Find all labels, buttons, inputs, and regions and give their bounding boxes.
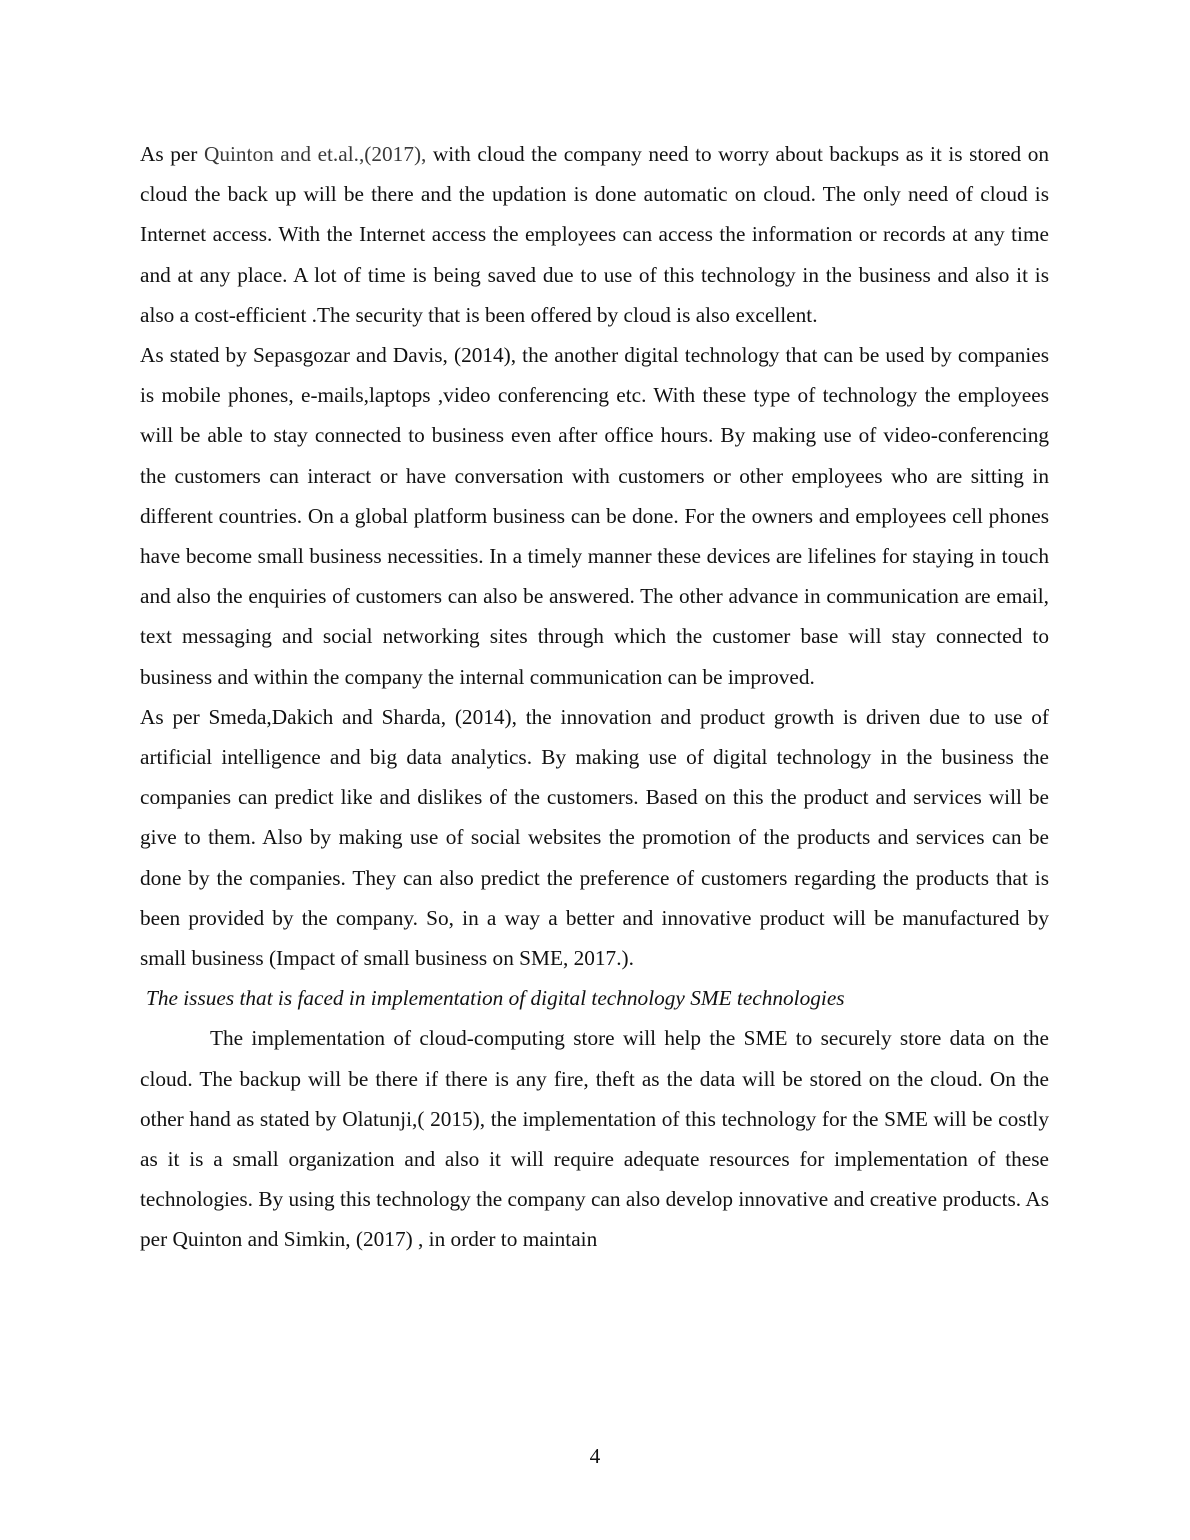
section-heading: The issues that is faced in implementation of digital technology SME technologies: [146, 986, 845, 1011]
paragraph-mobile-technology: As stated by Sepasgozar and Davis, (2014), the another digital technology that can be used by companies is mobile phones, e-mails,laptops ,video conferencing etc. With these type of technology the employees will be able to stay connected to business even after office hours. By making use of video-conferencing the customers can interact or have conversation with customers or other employees who are sitting in different countries. On a global platform business can be done. For the owners and employees cell phones have become small business necessities. In a timely manner these devices are lifelines for staying in touch and also the enquiries of customers can also be answered. The other advance in communication are email, text messaging and social networking sites through which the customer base will stay connected to business and within the company the internal communication can be improved.: [140, 343, 1049, 689]
page-number: 4: [589, 1444, 601, 1468]
citation-quinton: Quinton and et.al.,(2017),: [203, 142, 427, 166]
paragraph-text: with cloud the company need to worry about backups as it is stored on cloud the back up will be there and the updation is done automatic on cloud. The only need of cloud is Internet access. With the Internet access the employees can access the information or records at any time and at any place. A lot of time is being saved due to use of this technology in the business and also it is also a cost-efficient .The security that is been offered by cloud is also excellent.: [140, 142, 1049, 327]
paragraph-ai-analytics: As per Smeda,Dakich and Sharda, (2014), the innovation and product growth is driven due to use of artificial intelligence and big data analytics. By making use of digital technology in the business the companies can predict like and dislikes of the customers. Based on this the product and services will be give to them. Also by making use of social websites the promotion of the products and services can be done by the companies. They can also predict the preference of customers regarding the products that is been provided by the company. So, in a way a better and innovative product will be manufactured by small business (Impact of small business on SME, 2017.).: [140, 704, 1049, 971]
paragraph-cloud-backups: [140, 134, 1049, 335]
paragraph-implementation-issues: The implementation of cloud-computing store will help the SME to securely store data on the cloud. The backup will be there if there is any fire, theft as the data will be stored on the cloud. On the other hand as stated by Olatunji,( 2015), the implementation of this technology for the SME will be costly as it is a small organization and also it will require adequate resources for implementation of these technologies. By using this technology the company can also develop innovative and creative products. As per Quinton and Simkin, (2017) , in order to maintain: [140, 1026, 1049, 1252]
paragraph-lead: As per: [140, 142, 204, 166]
page-body: [140, 134, 1049, 1260]
